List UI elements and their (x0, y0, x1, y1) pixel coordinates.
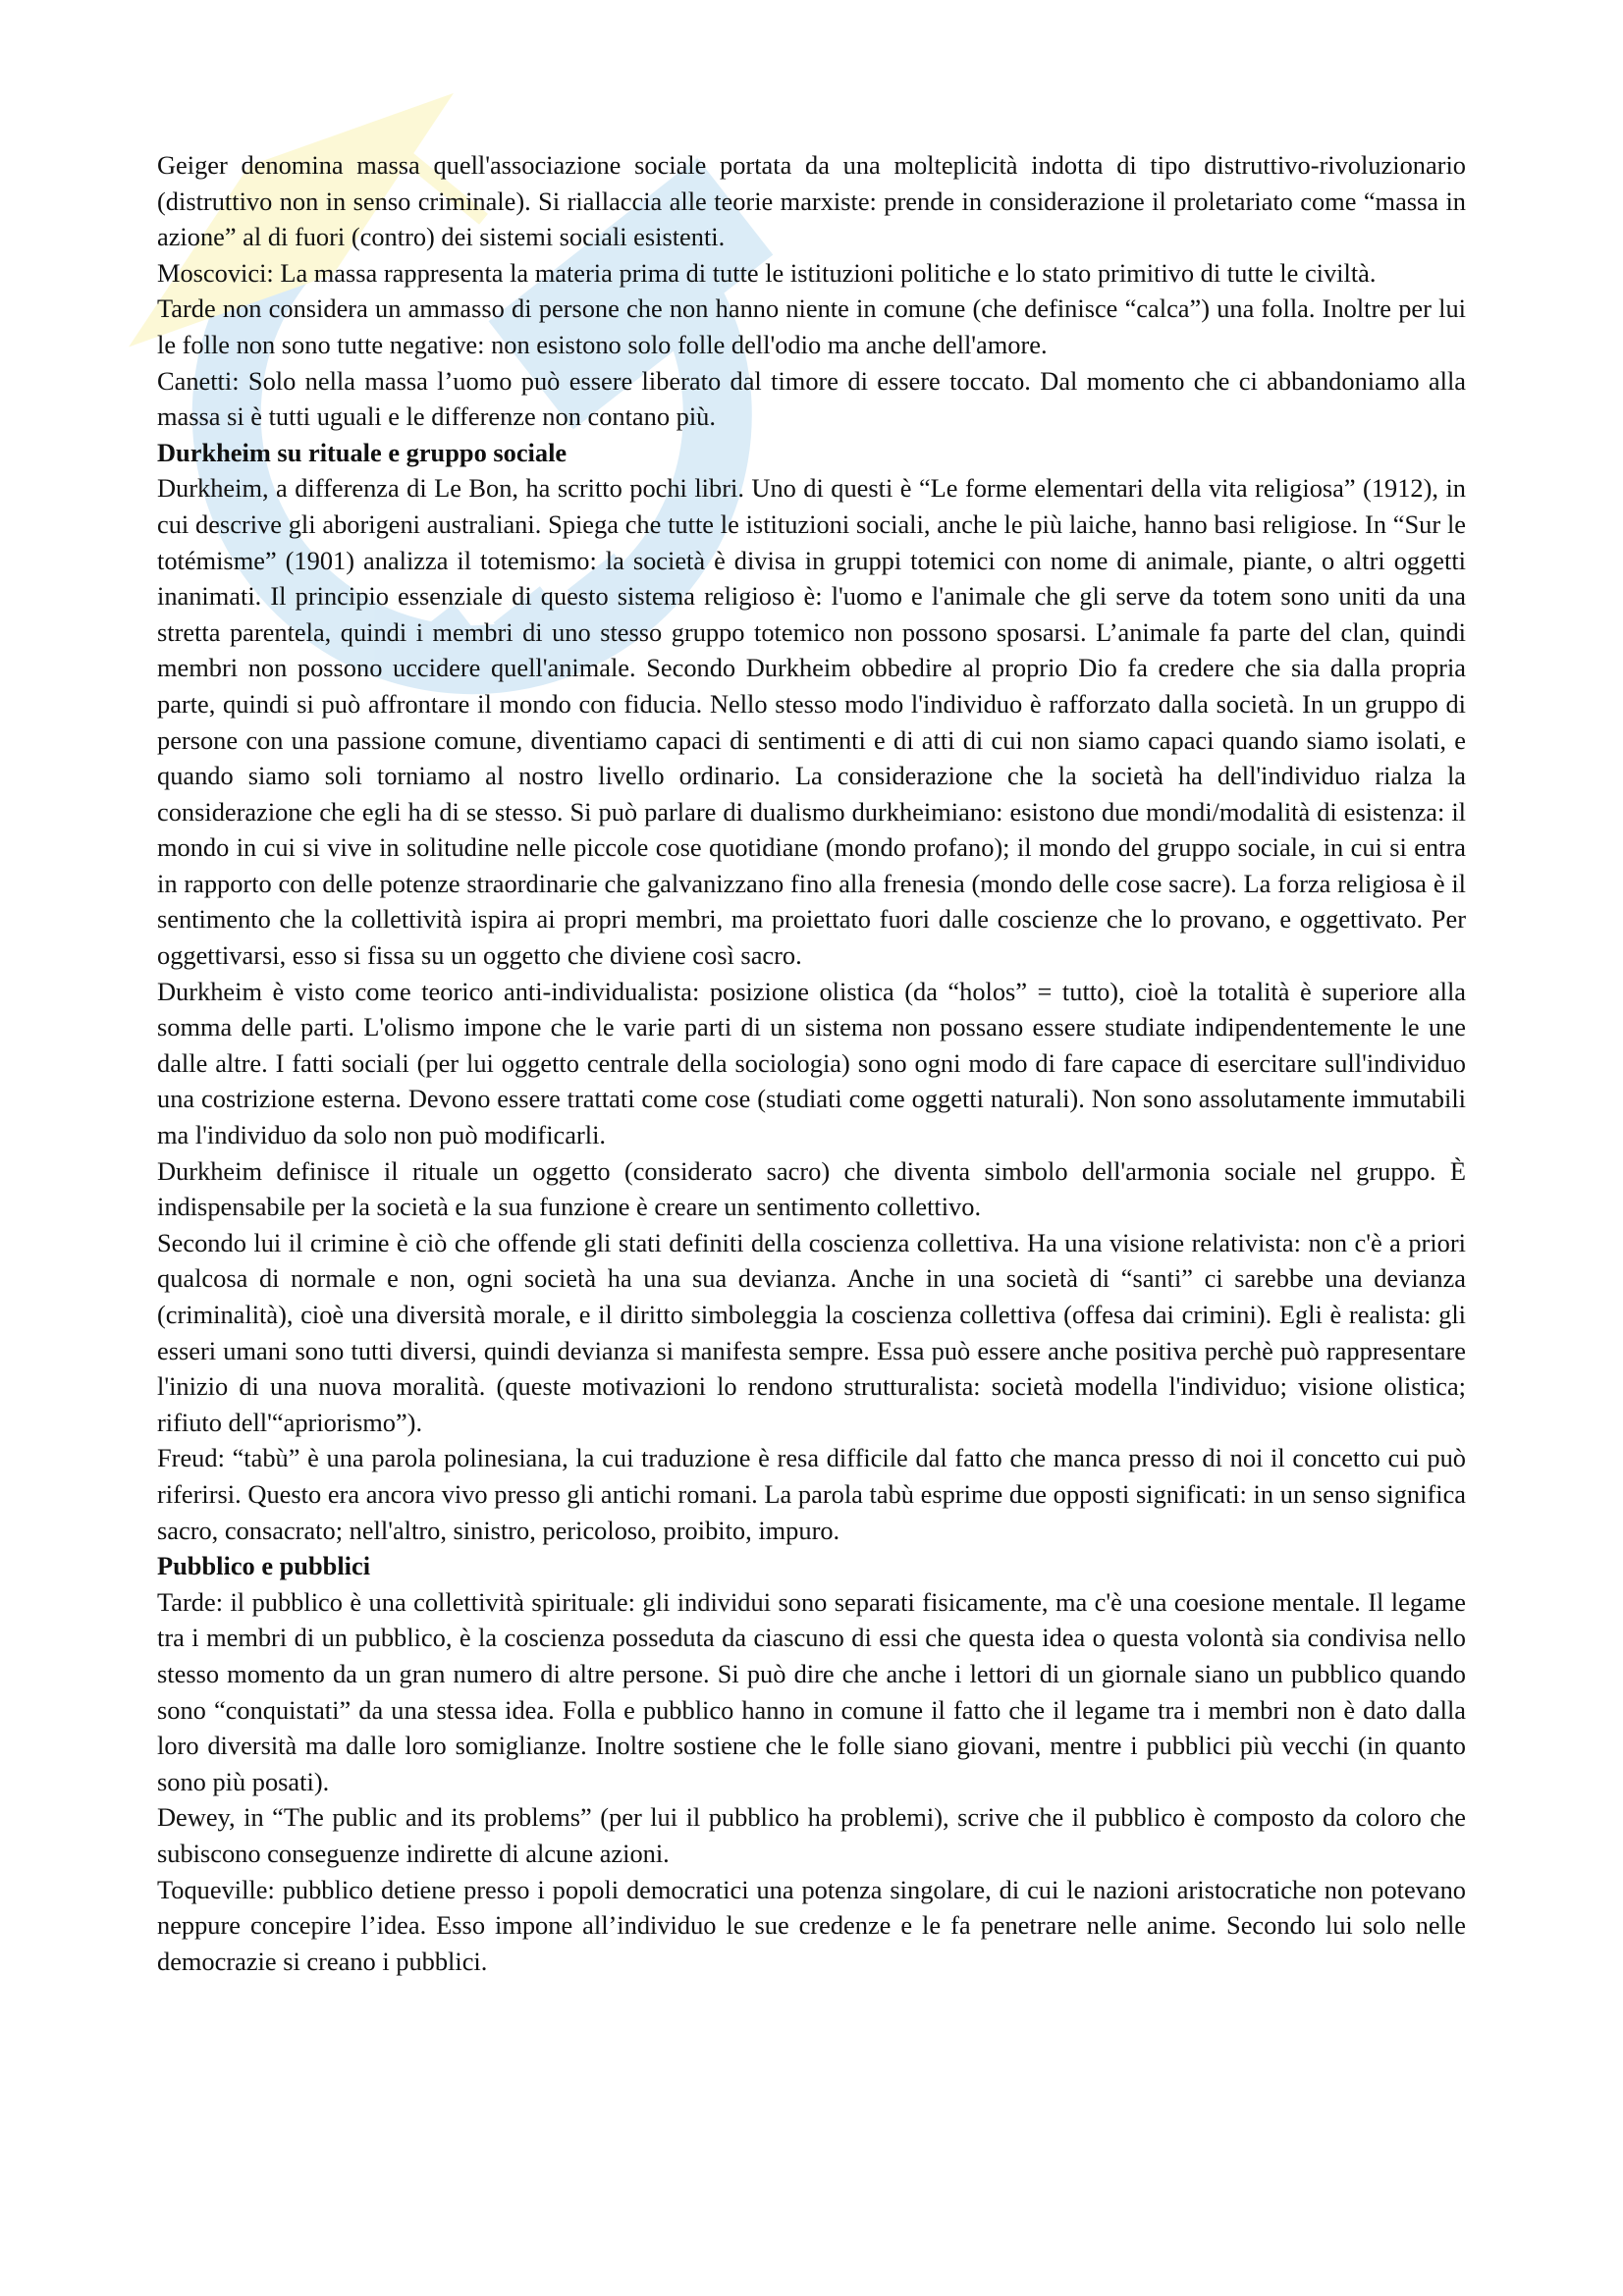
section-heading: Durkheim su rituale e gruppo sociale (157, 437, 568, 467)
document-page (157, 147, 1466, 1979)
paragraph: Freud: “tabù” è una parola polinesiana, la cui traduzione è resa difficile dal fatto che manca presso di noi il concetto cui può riferirsi. Questo era ancora vivo presso gli antichi romani. La parola tabù esprime due opposti significati: in un senso significa sacro, consacrato; nell'altro, sinistro, pericoloso, proibito, impuro. (157, 1443, 1466, 1545)
section-heading: Pubblico e pubblici (157, 1551, 371, 1581)
paragraph: Durkheim definisce il rituale un oggetto (considerato sacro) che diventa simbolo dell'armonia sociale nel gruppo. È indispensabile per la società e la sua funzione è creare un sentimento collettivo. (157, 1155, 1466, 1222)
paragraph: Moscovici: La massa rappresenta la materia prima di tutte le istituzioni politiche e lo stato primitivo di tutte le civiltà. (157, 257, 1377, 288)
paragraph: Tarde: il pubblico è una collettività spirituale: gli individui sono separati fisicamente, ma c'è una coesione mentale. Il legame tra i membri di un pubblico, è la coscienza posseduta da ciascuno di essi che questa idea o questa volontà sia condivisa nello stesso momento da un gran numero di altre persone. Si può dire che anche i lettori di un giornale siano un pubblico quando sono “conquistati” da una stessa idea. Folla e pubblico hanno in comune il fatto che il legame tra i membri non è dato dalla loro diversità ma dalle loro somiglianze. Inoltre sostiene che le folle siano giovani, mentre i pubblici più vecchi (in quanto sono più posati). (157, 1586, 1466, 1796)
paragraph: Toqueville: pubblico detiene presso i popoli democratici una potenza singolare, di cui le nazioni aristocratiche non potevano neppure concepire l’idea. Esso impone all’individuo le sue credenze e le fa penetrare nelle anime. Secondo lui solo nelle democrazie si creano i pubblici. (157, 1874, 1466, 1976)
paragraph: Durkheim è visto come teorico anti-individualista: posizione olistica (da “holos” = tutto), cioè la totalità è superiore alla somma delle parti. L'olismo impone che le varie parti di un sistema non possano essere studiate indipendentemente le une dalle altre. I fatti sociali (per lui oggetto centrale della sociologia) sono ogni modo di fare capace di esercitare sull'individuo una costrizione esterna. Devono essere trattati come cose (studiati come oggetti naturali). Non sono assolutamente immutabili ma l'individuo da solo non può modificarli. (157, 976, 1466, 1150)
paragraph: Dewey, in “The public and its problems” (per lui il pubblico ha problemi), scrive che il pubblico è composto da coloro che subiscono conseguenze indirette di alcune azioni. (157, 1802, 1466, 1868)
paragraph: Durkheim, a differenza di Le Bon, ha scritto pochi libri. Uno di questi è “Le forme elementari della vita religiosa” (1912), in cui descrive gli aborigeni australiani. Spiega che tutte le istituzioni sociali, anche le più laiche, hanno basi religiose. In “Sur le totémisme” (1901) analizza il totemismo: la società è divisa in gruppi totemici con nome di animale, piante, o altri oggetti inanimati. Il principio essenziale di questo sistema religioso è: l'uomo e l'animale che gli serve da totem sono uniti da una stretta parentela, quindi i membri di uno stesso gruppo totemico non possono sposarsi. L’animale fa parte del clan, quindi membri non possono uccidere quell'animale. Secondo Durkheim obbedire al proprio Dio fa credere che sia dalla propria parte, quindi si può affrontare il mondo con fiducia. Nello stesso modo l'individuo è rafforzato dalla società. In un gruppo di persone con una passione comune, diventiamo capaci di sentimenti e di atti di cui non siamo capaci quando siamo isolati, e quando siamo soli torniamo al nostro livello ordinario. La considerazione che la società ha dell'individuo rialza la considerazione che egli ha di se stesso. Si può parlare di dualismo durkheimiano: esistono due mondi/modalità di esistenza: il mondo in cui si vive in solitudine nelle piccole cose quotidiane (mondo profano); il mondo del gruppo sociale, in cui si entra in rapporto con delle potenze straordinarie che galvanizzano fino alla frenesia (mondo delle cose sacre). La forza religiosa è il sentimento che la collettività ispira ai propri membri, ma proiettato fuori dalle coscienze che lo provano, e oggettivato. Per oggettivarsi, esso si fissa su un oggetto che diviene così sacro. (157, 473, 1466, 971)
paragraph: Tarde non considera un ammasso di persone che non hanno niente in comune (che definisce “calca”) una folla. Inoltre per lui le folle non sono tutte negative: non esistono solo folle dell'odio ma anche dell'amore. (157, 294, 1466, 359)
paragraph: Secondo lui il crimine è ciò che offende gli stati definiti della coscienza collettiva. Ha una visione relativista: non c'è a priori qualcosa di normale e non, ogni società ha una sua devianza. Anche in una società di “santi” ci sarebbe una devianza (criminalità), cioè una diversità morale, e il diritto simboleggia la coscienza collettiva (offesa dai crimini). Egli è realista: gli esseri umani sono tutti diversi, quindi devianza si manifesta sempre. Essa può essere anche positiva perchè può rappresentare l'inizio di una nuova moralità. (queste motivazioni lo rendono strutturalista: società modella l'individuo; visione olistica; rifiuto dell'“apriorismo”). (157, 1227, 1466, 1437)
paragraph: Canetti: Solo nella massa l’uomo può essere liberato dal timore di essere toccato. Dal momento che ci abbandoniamo alla massa si è tutti uguali e le differenze non contano più. (157, 365, 1466, 432)
paragraph: Geiger denomina massa quell'associazione sociale portata da una molteplicità indotta di tipo distruttivo-rivoluzionario (distruttivo non in senso criminale). Si riallaccia alle teorie marxiste: prende in considerazione il proletariato come “massa in azione” al di fuori (contro) dei sistemi sociali esistenti. (157, 150, 1466, 252)
